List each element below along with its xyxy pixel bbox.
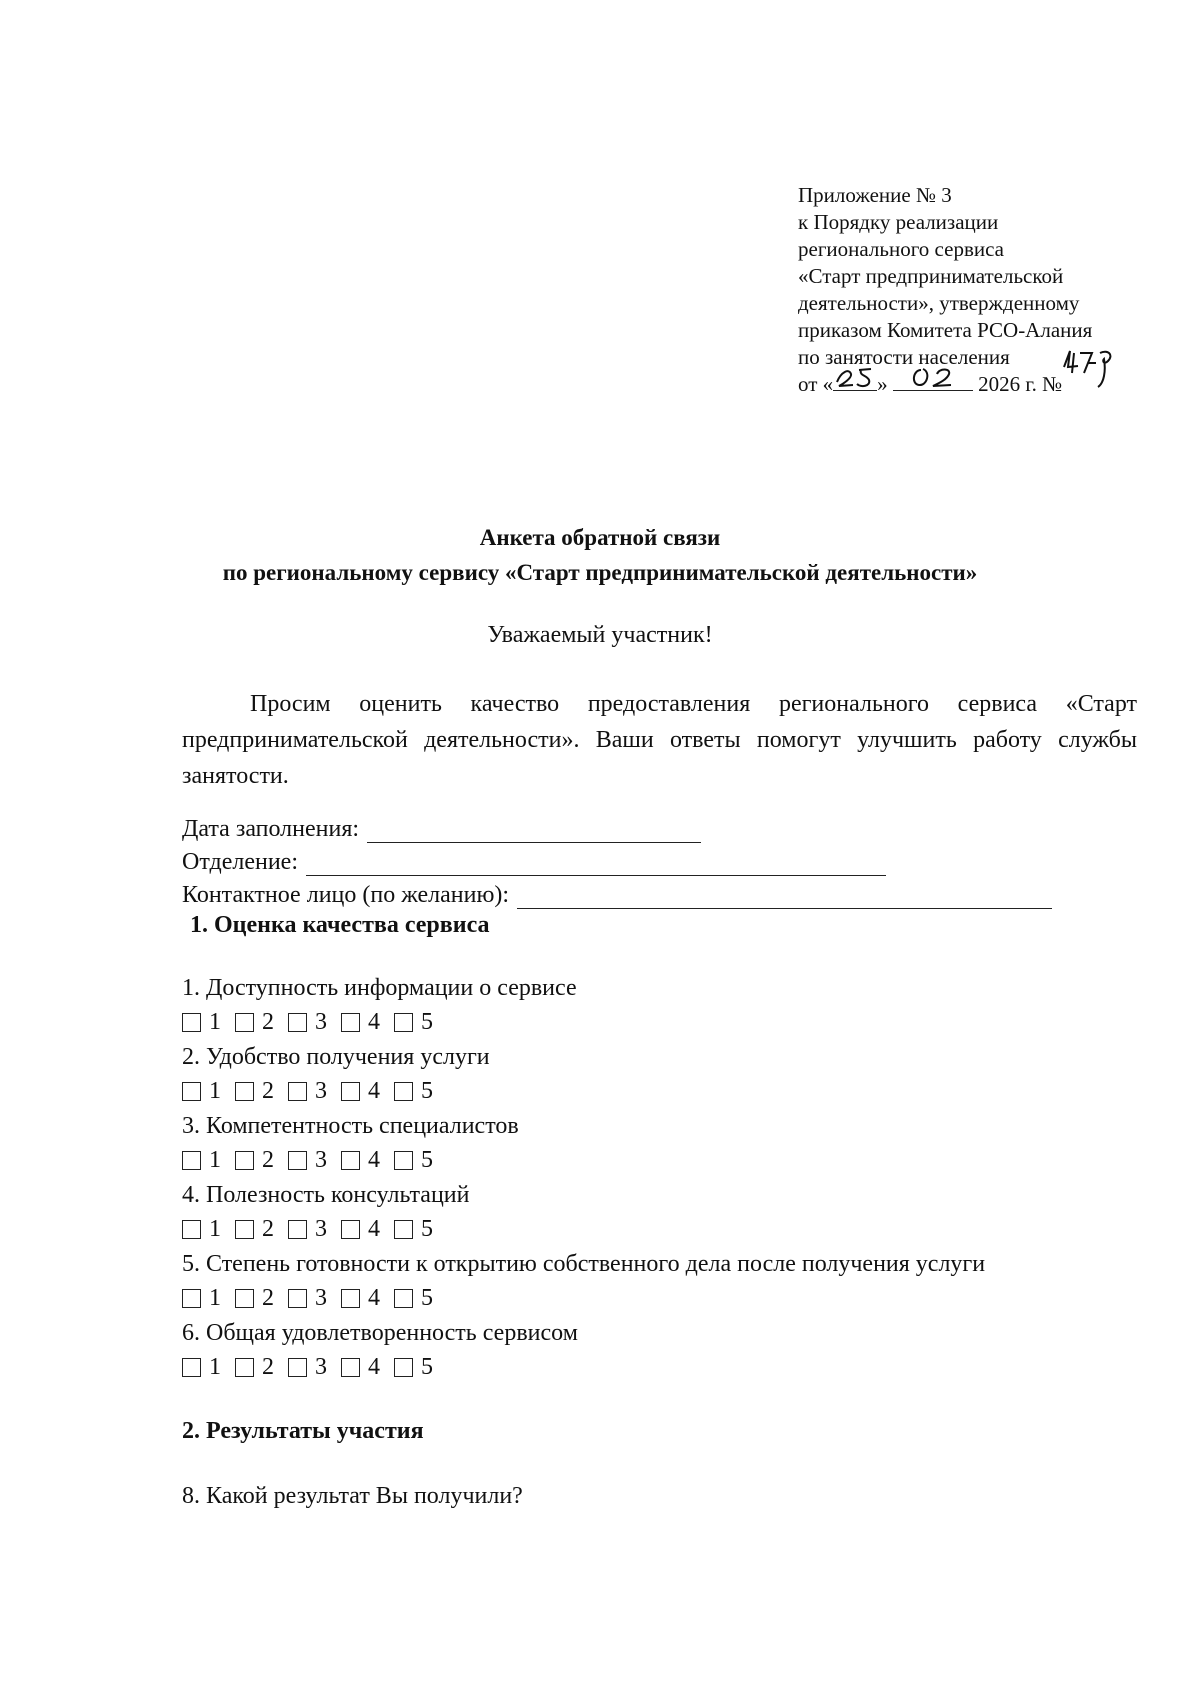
appendix-line: по занятости населения: [798, 345, 1010, 369]
option-label: 3: [315, 1216, 327, 1242]
option-label: 1: [209, 1078, 221, 1104]
option-label: 2: [262, 1285, 274, 1311]
date-mid: »: [877, 372, 888, 396]
rating-option[interactable]: [288, 1147, 327, 1174]
checkbox[interactable]: [394, 1358, 413, 1377]
checkbox[interactable]: [182, 1358, 201, 1377]
date-field: [182, 816, 701, 843]
rating-option[interactable]: [235, 1078, 274, 1105]
checkbox[interactable]: [394, 1151, 413, 1170]
option-label: 4: [368, 1354, 380, 1380]
option-label: 2: [262, 1216, 274, 1242]
option-label: 4: [368, 1285, 380, 1311]
checkbox[interactable]: [341, 1082, 360, 1101]
question-3: 3. Компетентность специалистов: [182, 1113, 519, 1139]
option-label: 4: [368, 1009, 380, 1035]
rating-option[interactable]: [235, 1009, 274, 1036]
rating-option[interactable]: [394, 1216, 433, 1243]
rating-options-4: [182, 1216, 447, 1243]
appendix-line: приказом Комитета РСО-Алания: [798, 318, 1093, 342]
contact-field: [182, 882, 1052, 909]
rating-option[interactable]: [235, 1216, 274, 1243]
option-label: 4: [368, 1078, 380, 1104]
option-label: 5: [421, 1147, 433, 1173]
date-field-line[interactable]: [367, 820, 701, 843]
option-label: 1: [209, 1354, 221, 1380]
option-label: 3: [315, 1078, 327, 1104]
rating-option[interactable]: [394, 1285, 433, 1312]
greeting: Уважаемый участник!: [487, 622, 713, 648]
rating-options-2: [182, 1078, 447, 1105]
rating-option[interactable]: [288, 1078, 327, 1105]
form-subtitle: по региональному сервису «Старт предпринимательской деятельности»: [222, 560, 978, 585]
option-label: 4: [368, 1147, 380, 1173]
checkbox[interactable]: [235, 1082, 254, 1101]
appendix-date-line: [798, 371, 1158, 398]
checkbox[interactable]: [182, 1082, 201, 1101]
option-label: 3: [315, 1147, 327, 1173]
appendix-line: регионального сервиса: [798, 237, 1005, 261]
checkbox[interactable]: [341, 1013, 360, 1032]
rating-options-6: [182, 1354, 447, 1381]
rating-option[interactable]: [341, 1216, 380, 1243]
handwritten-day: [833, 390, 877, 391]
appendix-line: к Порядку реализации: [798, 210, 999, 234]
question-1: 1. Доступность информации о сервисе: [182, 975, 577, 1001]
rating-option[interactable]: [235, 1147, 274, 1174]
checkbox[interactable]: [341, 1289, 360, 1308]
rating-option[interactable]: [235, 1354, 274, 1381]
rating-options-3: [182, 1147, 447, 1174]
option-label: 2: [262, 1147, 274, 1173]
option-label: 5: [421, 1285, 433, 1311]
rating-option[interactable]: [341, 1354, 380, 1381]
checkbox[interactable]: [341, 1358, 360, 1377]
checkbox[interactable]: [394, 1082, 413, 1101]
option-label: 1: [209, 1009, 221, 1035]
checkbox[interactable]: [182, 1289, 201, 1308]
department-field-label: Отделение:: [182, 849, 299, 875]
rating-option[interactable]: [182, 1078, 221, 1105]
option-label: 3: [315, 1354, 327, 1380]
checkbox[interactable]: [235, 1220, 254, 1239]
checkbox[interactable]: [288, 1082, 307, 1101]
rating-option[interactable]: [394, 1009, 433, 1036]
section-heading-2: 2. Результаты участия: [182, 1418, 424, 1444]
rating-option[interactable]: [288, 1354, 327, 1381]
option-label: 4: [368, 1216, 380, 1242]
question-4: 4. Полезность консультаций: [182, 1182, 470, 1208]
appendix-line: «Старт предпринимательской: [798, 264, 1064, 288]
checkbox[interactable]: [235, 1151, 254, 1170]
year-text: 2026 г. №: [978, 372, 1063, 396]
option-label: 5: [421, 1354, 433, 1380]
appendix-block: [798, 182, 1158, 398]
rating-option[interactable]: [288, 1285, 327, 1312]
option-label: 2: [262, 1009, 274, 1035]
checkbox[interactable]: [341, 1151, 360, 1170]
rating-option[interactable]: [182, 1216, 221, 1243]
rating-option[interactable]: [235, 1285, 274, 1312]
handwritten-month: [893, 390, 973, 391]
option-label: 3: [315, 1285, 327, 1311]
department-field: [182, 849, 886, 876]
rating-option[interactable]: [182, 1009, 221, 1036]
option-label: 2: [262, 1078, 274, 1104]
option-label: 5: [421, 1216, 433, 1242]
rating-option[interactable]: [341, 1078, 380, 1105]
appendix-line: деятельности», утвержденному: [798, 291, 1080, 315]
checkbox[interactable]: [235, 1358, 254, 1377]
checkbox[interactable]: [288, 1289, 307, 1308]
checkbox[interactable]: [341, 1220, 360, 1239]
rating-option[interactable]: [394, 1354, 433, 1381]
rating-option[interactable]: [341, 1009, 380, 1036]
option-label: 1: [209, 1285, 221, 1311]
intro-paragraph: Просим оценить качество предоставления регионального сервиса «Старт предпринимательской деятельности». Ваши ответы помогут улучшить работу службы занятости.: [182, 691, 1137, 789]
option-label: 3: [315, 1009, 327, 1035]
option-label: 2: [262, 1354, 274, 1380]
rating-option[interactable]: [182, 1354, 221, 1381]
question-6: 6. Общая удовлетворенность сервисом: [182, 1320, 578, 1346]
checkbox[interactable]: [235, 1289, 254, 1308]
rating-option[interactable]: [394, 1147, 433, 1174]
rating-option[interactable]: [288, 1009, 327, 1036]
option-label: 5: [421, 1078, 433, 1104]
rating-option[interactable]: [288, 1216, 327, 1243]
checkbox[interactable]: [182, 1013, 201, 1032]
contact-field-label: Контактное лицо (по желанию):: [182, 882, 510, 908]
rating-option[interactable]: [394, 1078, 433, 1105]
rating-option[interactable]: [341, 1285, 380, 1312]
checkbox[interactable]: [288, 1013, 307, 1032]
question-5: 5. Степень готовности к открытию собственного дела после получения услуги: [182, 1251, 986, 1277]
rating-option[interactable]: [341, 1147, 380, 1174]
date-prefix: от «: [798, 372, 834, 396]
question-2: 2. Удобство получения услуги: [182, 1044, 490, 1070]
question-8: 8. Какой результат Вы получили?: [182, 1483, 523, 1509]
option-label: 5: [421, 1009, 433, 1035]
checkbox[interactable]: [394, 1013, 413, 1032]
rating-option[interactable]: [182, 1285, 221, 1312]
checkbox[interactable]: [394, 1289, 413, 1308]
option-label: 1: [209, 1147, 221, 1173]
checkbox[interactable]: [288, 1358, 307, 1377]
section-heading-1: 1. Оценка качества сервиса: [190, 912, 490, 938]
checkbox[interactable]: [182, 1220, 201, 1239]
rating-options-5: [182, 1285, 447, 1312]
department-field-line[interactable]: [306, 853, 886, 876]
contact-field-line[interactable]: [517, 886, 1052, 909]
option-label: 1: [209, 1216, 221, 1242]
appendix-line: Приложение № 3: [798, 183, 952, 207]
form-title: Анкета обратной связи: [479, 525, 721, 550]
date-field-label: Дата заполнения:: [182, 816, 360, 842]
checkbox[interactable]: [235, 1013, 254, 1032]
checkbox[interactable]: [182, 1151, 201, 1170]
rating-options-1: [182, 1009, 447, 1036]
checkbox[interactable]: [394, 1220, 413, 1239]
rating-option[interactable]: [182, 1147, 221, 1174]
checkbox[interactable]: [288, 1151, 307, 1170]
checkbox[interactable]: [288, 1220, 307, 1239]
